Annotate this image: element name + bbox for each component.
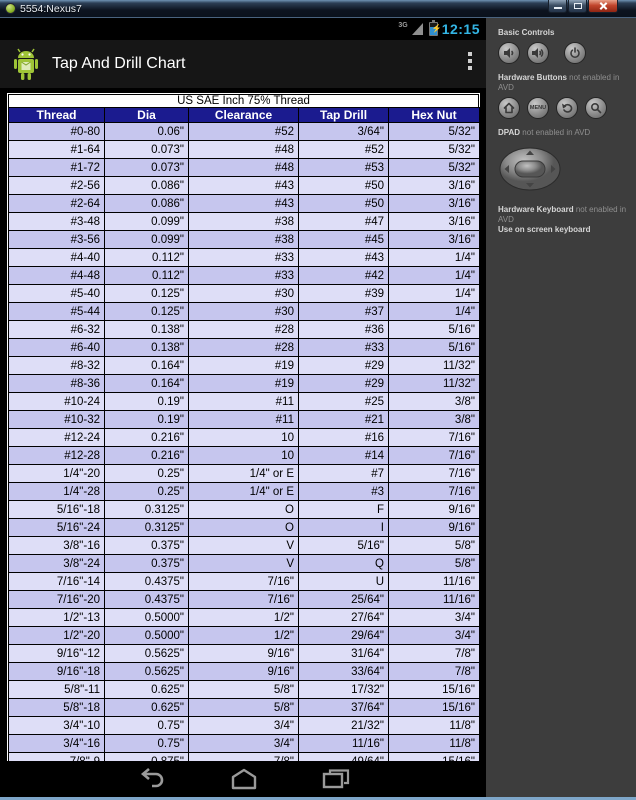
table-cell: 7/16" xyxy=(389,465,480,483)
table-cell: 0.138" xyxy=(105,321,189,339)
table-cell: 11/32" xyxy=(389,375,480,393)
volume-down-button[interactable] xyxy=(498,42,520,64)
table-cell: 11/16" xyxy=(299,735,389,753)
table-cell: 7/8" xyxy=(189,753,299,771)
table-cell: #19 xyxy=(189,357,299,375)
keyboard-hint: Use on screen keyboard xyxy=(498,225,591,234)
table-cell: #1-72 xyxy=(9,159,105,177)
table-cell: 3/64" xyxy=(299,123,389,141)
table-cell: 3/4"-16 xyxy=(9,735,105,753)
table-cell: 7/16"-20 xyxy=(9,591,105,609)
table-row xyxy=(9,447,480,465)
table-cell: 0.086" xyxy=(105,195,189,213)
maximize-button[interactable] xyxy=(568,0,587,13)
table-cell: #3 xyxy=(299,483,389,501)
table-row xyxy=(9,555,480,573)
table-header-row xyxy=(9,108,480,123)
recents-nav-button[interactable] xyxy=(322,768,350,790)
column-header: Hex Nut xyxy=(389,108,480,123)
table-cell: 0.19" xyxy=(105,411,189,429)
table-cell: #7 xyxy=(299,465,389,483)
table-cell: #8-32 xyxy=(9,357,105,375)
table-cell: 0.625" xyxy=(105,681,189,699)
table-cell: 29/64" xyxy=(299,627,389,645)
table-cell: 33/64" xyxy=(299,663,389,681)
table-cell: 1/4" xyxy=(389,249,480,267)
table-cell: 0.375" xyxy=(105,555,189,573)
table-cell: 11/32" xyxy=(389,357,480,375)
table-row xyxy=(9,465,480,483)
app-title: Tap And Drill Chart xyxy=(52,55,186,72)
table-row xyxy=(9,591,480,609)
table-cell: #38 xyxy=(189,231,299,249)
table-cell: #43 xyxy=(299,249,389,267)
table-row xyxy=(9,231,480,249)
table-cell: #6-40 xyxy=(9,339,105,357)
table-cell: 1/4" xyxy=(389,267,480,285)
table-cell: 5/16"-18 xyxy=(9,501,105,519)
dpad-control[interactable] xyxy=(498,146,562,192)
home-nav-button[interactable] xyxy=(230,768,258,790)
table-cell: 0.5000" xyxy=(105,627,189,645)
table-cell: 1/4" or E xyxy=(189,483,299,501)
table-cell: 0.073" xyxy=(105,159,189,177)
table-cell: V xyxy=(189,537,299,555)
table-cell: 0.875" xyxy=(105,753,189,771)
table-cell: #47 xyxy=(299,213,389,231)
table-row xyxy=(9,267,480,285)
table-cell: 7/16" xyxy=(389,429,480,447)
table-cell: 3/8" xyxy=(389,411,480,429)
android-window-icon xyxy=(5,3,16,14)
table-cell: 3/8"-24 xyxy=(9,555,105,573)
table-cell: #45 xyxy=(299,231,389,249)
table-cell: 49/64" xyxy=(299,753,389,771)
table-cell: 1/4"-20 xyxy=(9,465,105,483)
table-cell: #12-28 xyxy=(9,447,105,465)
table-row xyxy=(9,501,480,519)
table-cell: #5-40 xyxy=(9,285,105,303)
table-cell: 1/4"-28 xyxy=(9,483,105,501)
back-button[interactable] xyxy=(556,97,578,119)
table-cell: 3/4" xyxy=(389,627,480,645)
table-title: US SAE Inch 75% Thread xyxy=(8,94,479,107)
table-cell: 9/16"-12 xyxy=(9,645,105,663)
table-cell: 25/64" xyxy=(299,591,389,609)
table-cell: 11/16" xyxy=(389,591,480,609)
window-title: 5554:Nexus7 xyxy=(20,2,82,15)
table-row xyxy=(9,339,480,357)
table-row xyxy=(9,285,480,303)
table-row xyxy=(9,195,480,213)
table-cell: 0.75" xyxy=(105,735,189,753)
table-cell: 1/4" xyxy=(389,285,480,303)
table-cell: 3/8" xyxy=(389,393,480,411)
table-cell: #14 xyxy=(299,447,389,465)
column-header: Dia xyxy=(105,108,189,123)
table-cell: #33 xyxy=(189,267,299,285)
table-cell: 11/8" xyxy=(389,735,480,753)
table-row xyxy=(9,249,480,267)
table-cell: V xyxy=(189,555,299,573)
table-cell: 0.073" xyxy=(105,141,189,159)
table-cell: 3/16" xyxy=(389,195,480,213)
table-cell: #43 xyxy=(189,195,299,213)
window-titlebar[interactable] xyxy=(0,0,636,18)
table-cell: 0.3125" xyxy=(105,519,189,537)
table-cell: 0.099" xyxy=(105,231,189,249)
table-cell: 11/8" xyxy=(389,717,480,735)
table-cell: #39 xyxy=(299,285,389,303)
table-cell: 5/16" xyxy=(389,339,480,357)
table-row xyxy=(9,141,480,159)
table-cell: #29 xyxy=(299,375,389,393)
volume-down-icon xyxy=(503,47,516,59)
hardware-keyboard-note: not enabled in AVD xyxy=(498,205,627,224)
table-cell: 1/2"-13 xyxy=(9,609,105,627)
table-body xyxy=(9,123,480,771)
volume-up-button[interactable] xyxy=(527,42,549,64)
emulator-controls-panel xyxy=(486,18,636,797)
table-cell: #52 xyxy=(299,141,389,159)
table-cell: #30 xyxy=(189,285,299,303)
table-cell: 0.625" xyxy=(105,699,189,717)
table-row xyxy=(9,123,480,141)
overflow-menu-button[interactable] xyxy=(468,52,472,70)
table-row xyxy=(9,735,480,753)
table-cell: 5/32" xyxy=(389,141,480,159)
table-row xyxy=(9,321,480,339)
app-action-bar xyxy=(0,40,486,88)
table-cell: #33 xyxy=(299,339,389,357)
table-cell: 3/4" xyxy=(189,735,299,753)
table-cell: 5/16"-24 xyxy=(9,519,105,537)
table-cell: 9/16"-18 xyxy=(9,663,105,681)
table-cell: 7/16" xyxy=(189,573,299,591)
table-row xyxy=(9,519,480,537)
back-nav-button[interactable] xyxy=(136,768,166,790)
table-cell: 9/16" xyxy=(189,663,299,681)
table-cell: 0.4375" xyxy=(105,591,189,609)
table-cell: 7/8"-9 xyxy=(9,753,105,771)
table-cell: U xyxy=(299,573,389,591)
table-cell: 5/8"-11 xyxy=(9,681,105,699)
table-cell: 0.4375" xyxy=(105,573,189,591)
table-cell: #11 xyxy=(189,411,299,429)
table-cell: 7/8" xyxy=(389,645,480,663)
power-button[interactable] xyxy=(564,42,586,64)
table-cell: 7/16" xyxy=(389,483,480,501)
table-cell: 10 xyxy=(189,447,299,465)
table-cell: 0.112" xyxy=(105,267,189,285)
table-cell: #52 xyxy=(189,123,299,141)
table-cell: 7/8" xyxy=(389,663,480,681)
table-cell: 0.138" xyxy=(105,339,189,357)
table-row xyxy=(9,573,480,591)
table-cell: 1/2"-20 xyxy=(9,627,105,645)
table-cell: 0.5625" xyxy=(105,645,189,663)
table-cell: 5/32" xyxy=(389,159,480,177)
menu-button[interactable] xyxy=(527,97,549,119)
table-row xyxy=(9,681,480,699)
table-cell: 5/8"-18 xyxy=(9,699,105,717)
table-cell: #10-24 xyxy=(9,393,105,411)
table-cell: 37/64" xyxy=(299,699,389,717)
table-cell: 0.125" xyxy=(105,285,189,303)
table-cell: #12-24 xyxy=(9,429,105,447)
table-cell: 0.5000" xyxy=(105,609,189,627)
table-row xyxy=(9,393,480,411)
table-cell: 9/16" xyxy=(189,645,299,663)
menu-button-label: MENU xyxy=(529,105,547,111)
table-cell: 0.25" xyxy=(105,483,189,501)
table-cell: #3-48 xyxy=(9,213,105,231)
table-cell: #30 xyxy=(189,303,299,321)
table-cell: 0.375" xyxy=(105,537,189,555)
table-row xyxy=(9,609,480,627)
table-cell: #37 xyxy=(299,303,389,321)
table-cell: #0-80 xyxy=(9,123,105,141)
table-cell: #50 xyxy=(299,195,389,213)
table-cell: 0.112" xyxy=(105,249,189,267)
table-cell: #43 xyxy=(189,177,299,195)
maximize-icon xyxy=(574,3,582,9)
table-cell: 31/64" xyxy=(299,645,389,663)
table-cell: #19 xyxy=(189,375,299,393)
table-row xyxy=(9,159,480,177)
table-row xyxy=(9,429,480,447)
hardware-keyboard-label: Hardware Keyboard xyxy=(498,205,574,214)
table-cell: 7/16"-14 xyxy=(9,573,105,591)
home-button[interactable] xyxy=(498,97,520,119)
table-cell: 17/32" xyxy=(299,681,389,699)
table-cell: #6-32 xyxy=(9,321,105,339)
table-cell: Q xyxy=(299,555,389,573)
table-cell: #33 xyxy=(189,249,299,267)
back-icon xyxy=(561,102,573,114)
table-row xyxy=(9,213,480,231)
dpad-label: DPAD xyxy=(498,128,521,137)
table-cell: #48 xyxy=(189,159,299,177)
table-cell: #4-40 xyxy=(9,249,105,267)
table-cell: #48 xyxy=(189,141,299,159)
table-cell: 3/16" xyxy=(389,177,480,195)
hardware-buttons-label: Hardware Buttons xyxy=(498,73,567,82)
table-cell: 1/4" xyxy=(389,303,480,321)
table-cell: #16 xyxy=(299,429,389,447)
table-cell: 1/2" xyxy=(189,627,299,645)
table-cell: 0.3125" xyxy=(105,501,189,519)
home-icon xyxy=(503,102,515,114)
dpad-center-button xyxy=(515,161,545,177)
table-row xyxy=(9,303,480,321)
table-cell: #3-56 xyxy=(9,231,105,249)
table-row xyxy=(9,357,480,375)
table-cell: 0.75" xyxy=(105,717,189,735)
search-icon xyxy=(590,102,602,114)
table-row xyxy=(9,699,480,717)
table-cell: 5/16" xyxy=(299,537,389,555)
table-cell: 11/16" xyxy=(389,573,480,591)
table-cell: 5/8" xyxy=(189,681,299,699)
table-cell: 3/16" xyxy=(389,231,480,249)
table-cell: 0.164" xyxy=(105,357,189,375)
network-type-label: 3G xyxy=(398,22,408,29)
table-cell: 5/8" xyxy=(389,555,480,573)
status-clock: 12:15 xyxy=(441,21,480,37)
status-bar xyxy=(0,18,486,40)
table-cell: #21 xyxy=(299,411,389,429)
table-cell: 5/16" xyxy=(389,321,480,339)
table-cell: #1-64 xyxy=(9,141,105,159)
table-row xyxy=(9,411,480,429)
power-icon xyxy=(569,47,581,59)
table-cell: 7/16" xyxy=(389,447,480,465)
table-cell: 0.086" xyxy=(105,177,189,195)
table-cell: 15/16" xyxy=(389,699,480,717)
table-cell: 3/4"-10 xyxy=(9,717,105,735)
table-cell: #38 xyxy=(189,213,299,231)
table-cell: #5-44 xyxy=(9,303,105,321)
signal-strength-icon xyxy=(412,23,423,35)
table-cell: 1/4" or E xyxy=(189,465,299,483)
table-cell: #4-48 xyxy=(9,267,105,285)
table-cell: #36 xyxy=(299,321,389,339)
table-cell: 3/16" xyxy=(389,213,480,231)
table-cell: 0.25" xyxy=(105,465,189,483)
table-cell: 5/32" xyxy=(389,123,480,141)
table-cell: O xyxy=(189,501,299,519)
table-cell: 15/16" xyxy=(389,681,480,699)
table-cell: 10 xyxy=(189,429,299,447)
table-cell: F xyxy=(299,501,389,519)
table-cell: 9/16" xyxy=(389,501,480,519)
table-cell: #29 xyxy=(299,357,389,375)
column-header: Thread xyxy=(9,108,105,123)
table-cell: 0.125" xyxy=(105,303,189,321)
column-header: Clearance xyxy=(189,108,299,123)
table-cell: #53 xyxy=(299,159,389,177)
table-cell: 0.19" xyxy=(105,393,189,411)
table-cell: #42 xyxy=(299,267,389,285)
table-row xyxy=(9,483,480,501)
table-cell: 27/64" xyxy=(299,609,389,627)
table-cell: #10-32 xyxy=(9,411,105,429)
volume-up-icon xyxy=(531,47,545,59)
column-header: Tap Drill xyxy=(299,108,389,123)
table-row xyxy=(9,537,480,555)
battery-icon: ⚡ xyxy=(429,22,438,36)
table-cell: #11 xyxy=(189,393,299,411)
table-row xyxy=(9,645,480,663)
table-row xyxy=(9,627,480,645)
table-cell: 0.216" xyxy=(105,447,189,465)
close-button[interactable] xyxy=(588,0,618,13)
hardware-buttons-note: not enabled in AVD xyxy=(498,73,620,92)
dpad-note: not enabled in AVD xyxy=(520,128,591,137)
table-row xyxy=(9,663,480,681)
table-cell: #28 xyxy=(189,339,299,357)
table-cell: 3/4" xyxy=(189,717,299,735)
table-cell: 0.216" xyxy=(105,429,189,447)
table-cell: #2-64 xyxy=(9,195,105,213)
table-cell: 1/2" xyxy=(189,609,299,627)
table-cell: 9/16" xyxy=(389,519,480,537)
table-cell: 3/4" xyxy=(389,609,480,627)
search-button[interactable] xyxy=(585,97,607,119)
device-screen xyxy=(0,18,486,797)
table-cell: 21/32" xyxy=(299,717,389,735)
table-cell: #8-36 xyxy=(9,375,105,393)
table-cell: O xyxy=(189,519,299,537)
app-android-robot-icon xyxy=(10,46,42,82)
table-cell: #28 xyxy=(189,321,299,339)
tap-drill-table[interactable] xyxy=(8,107,480,771)
table-cell: 5/8" xyxy=(389,537,480,555)
table-cell: 3/8"-16 xyxy=(9,537,105,555)
minimize-icon xyxy=(554,7,562,9)
table-row xyxy=(9,717,480,735)
minimize-button[interactable] xyxy=(548,0,567,13)
table-cell: 0.5625" xyxy=(105,663,189,681)
table-cell: 15/16" xyxy=(389,753,480,771)
table-cell: #2-56 xyxy=(9,177,105,195)
table-cell: 0.06" xyxy=(105,123,189,141)
table-cell: 7/16" xyxy=(189,591,299,609)
table-cell: 0.099" xyxy=(105,213,189,231)
table-cell: 5/8" xyxy=(189,699,299,717)
table-cell: #25 xyxy=(299,393,389,411)
drill-chart-frame xyxy=(7,93,480,772)
table-cell: #50 xyxy=(299,177,389,195)
close-icon xyxy=(599,2,608,11)
basic-controls-label: Basic Controls xyxy=(498,28,555,37)
table-cell: I xyxy=(299,519,389,537)
table-row xyxy=(9,375,480,393)
table-row xyxy=(9,177,480,195)
app-content xyxy=(0,88,486,768)
table-cell: 0.164" xyxy=(105,375,189,393)
